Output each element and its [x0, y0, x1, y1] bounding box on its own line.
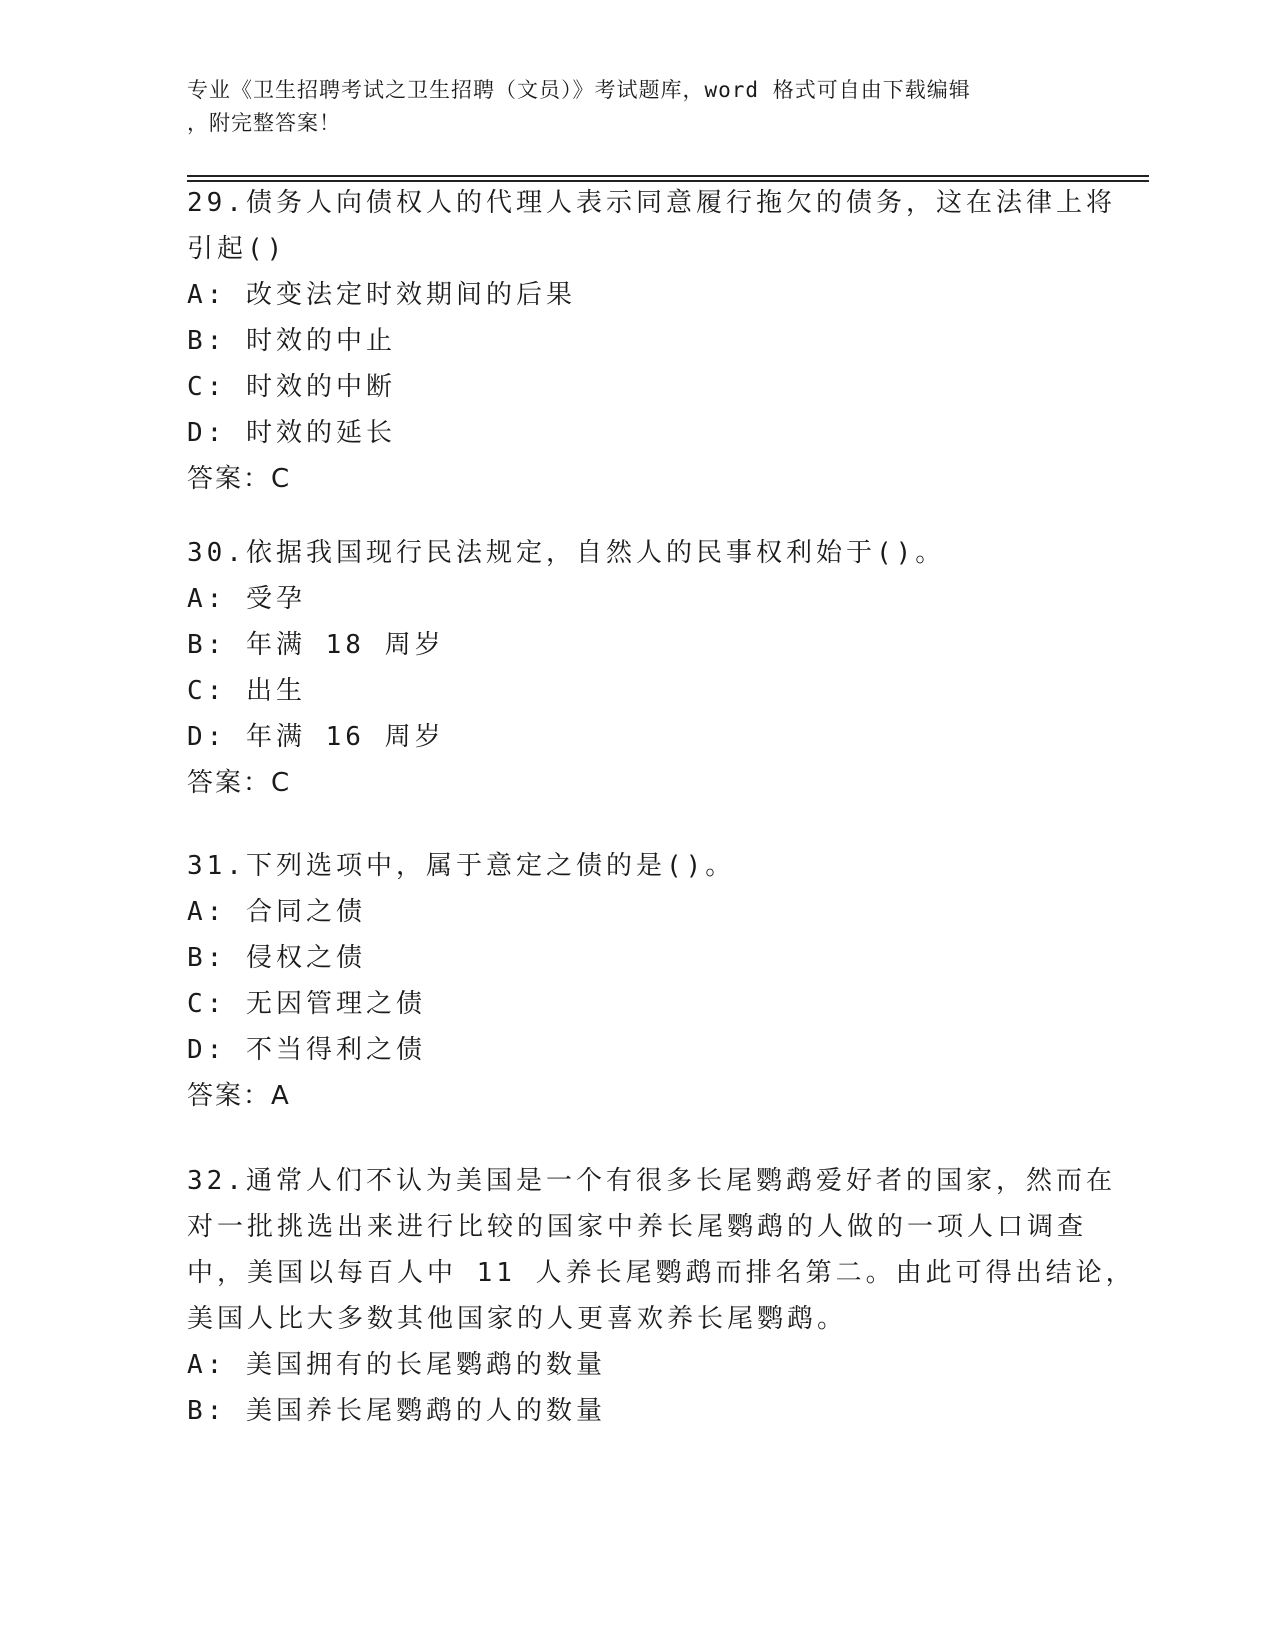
option-a: A: 美国拥有的长尾鹦鹉的数量	[187, 1350, 606, 1380]
option-a: A: 合同之债	[187, 897, 366, 927]
question-stem: 31.下列选项中，属于意定之债的是()。	[187, 851, 736, 881]
option-a: A: 受孕	[187, 584, 306, 614]
option-b: B: 侵权之债	[187, 943, 366, 973]
answer: 答案：A	[187, 1081, 291, 1111]
option-d: D: 不当得利之债	[187, 1035, 426, 1065]
question-32	[187, 1158, 1136, 1434]
option-b: B: 美国养长尾鹦鹉的人的数量	[187, 1396, 606, 1426]
option-d: D: 年满 16 周岁	[187, 722, 445, 752]
option-a: A: 改变法定时效期间的后果	[187, 280, 576, 310]
header-line-1: 专业《卫生招聘考试之卫生招聘（文员）》考试题库，word 格式可自由下载编辑	[187, 78, 971, 102]
question-stem: 32.通常人们不认为美国是一个有很多长尾鹦鹉爱好者的国家，然而在	[187, 1166, 1116, 1196]
question-stem: 美国人比大多数其他国家的人更喜欢养长尾鹦鹉。	[187, 1304, 848, 1334]
question-stem: 对一批挑选出来进行比较的国家中养长尾鹦鹉的人做的一项人口调查	[187, 1212, 1088, 1242]
question-stem: 引起()	[187, 234, 287, 264]
question-stem: 29.债务人向债权人的代理人表示同意履行拖欠的债务，这在法律上将	[187, 188, 1116, 218]
question-stem: 中，美国以每百人中 11 人养长尾鹦鹉而排名第二。由此可得出结论，	[187, 1258, 1136, 1288]
header-divider-top	[187, 175, 1149, 177]
option-b: B: 时效的中止	[187, 326, 396, 356]
document-header	[187, 74, 1067, 140]
option-b: B: 年满 18 周岁	[187, 630, 445, 660]
option-d: D: 时效的延长	[187, 418, 396, 448]
option-c: C: 时效的中断	[187, 372, 396, 402]
answer: 答案：C	[187, 464, 292, 494]
question-30	[187, 530, 1087, 806]
question-29	[187, 180, 1116, 502]
header-line-2: ，附完整答案！	[187, 111, 341, 135]
answer: 答案：C	[187, 768, 292, 798]
question-31	[187, 843, 1087, 1119]
option-c: C: 无因管理之债	[187, 989, 426, 1019]
option-c: C: 出生	[187, 676, 306, 706]
question-stem: 30.依据我国现行民法规定，自然人的民事权利始于()。	[187, 538, 946, 568]
